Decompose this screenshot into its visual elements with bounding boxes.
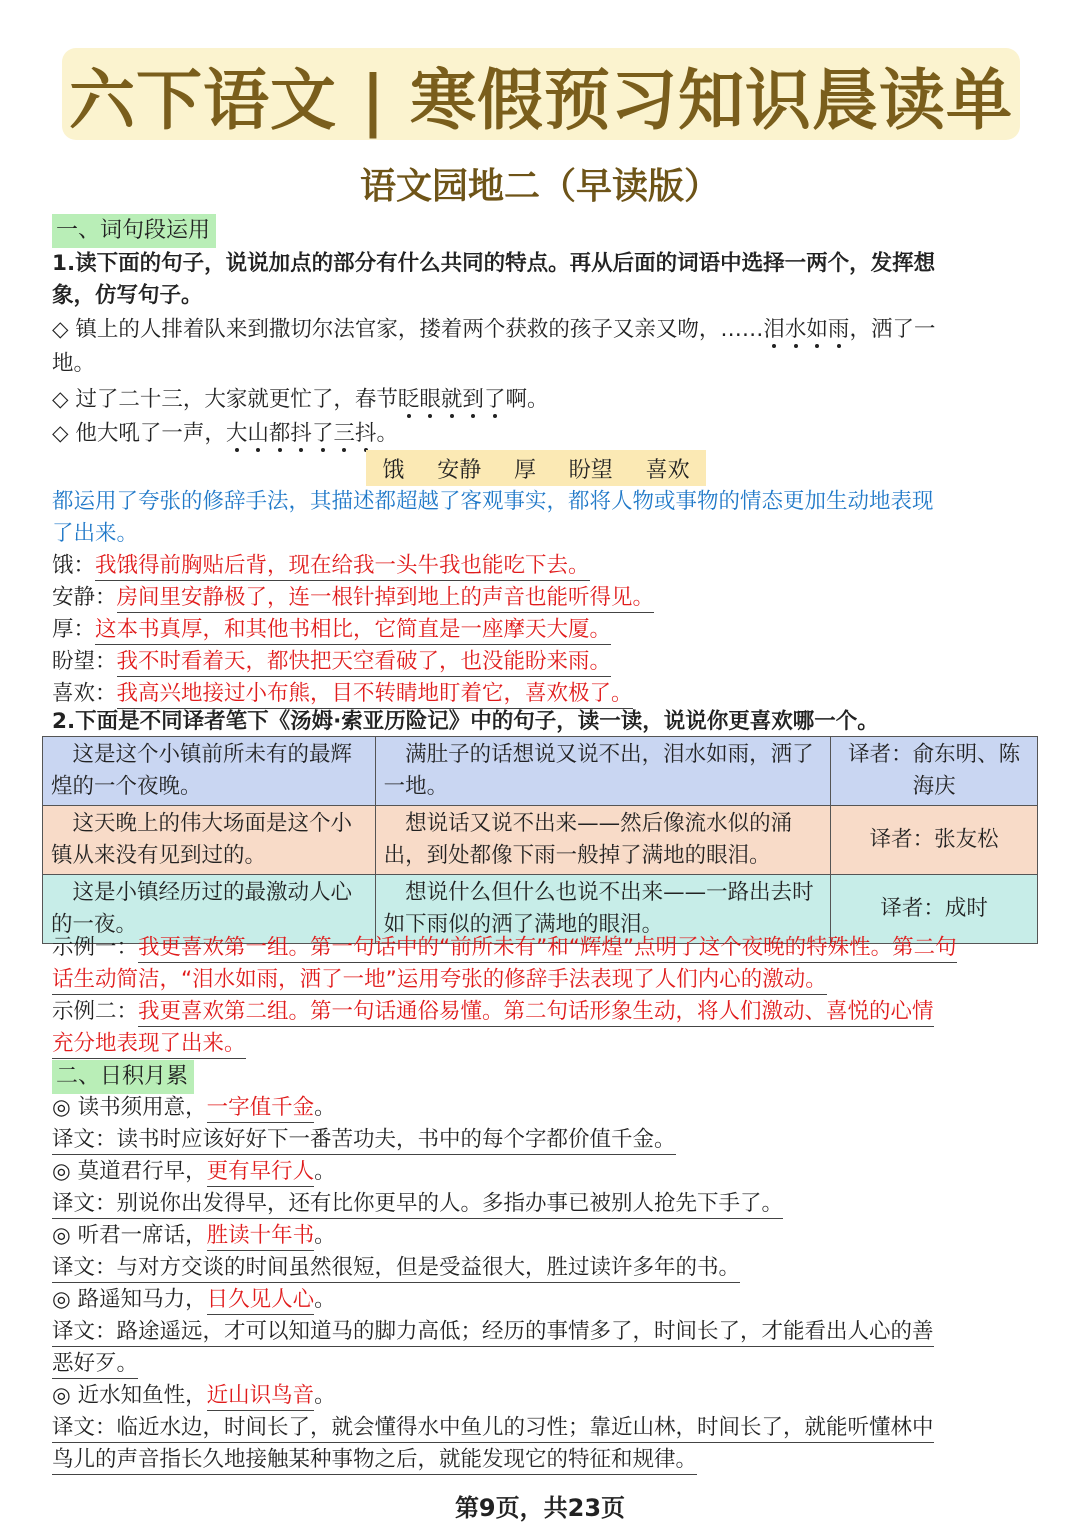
- emphasis-char: 到: [462, 387, 484, 412]
- dotted-phrase-2: [398, 387, 506, 412]
- answer-line-1: 都运用了夸张的修辞手法，其描述都超越了客观事实，都将人物或事物的情态更加生动地表现: [52, 489, 934, 514]
- sample-answer-1-continued: 话生动简洁，“泪水如雨，洒了一地”运用夸张的修辞手法表现了人们内心的激动。: [52, 964, 827, 996]
- proverb-translation: 译文：读书时应该好好下一番苦功夫，书中的每个字都价值千金。: [52, 1124, 676, 1156]
- emphasis-char: 三: [333, 421, 355, 446]
- proverb-translation: 译文：路途遥远，才可以知道马的脚力高低；经历的事情多了，时间长了，才能看出人心的善: [52, 1316, 934, 1348]
- translator-cell: 译者：成时: [831, 875, 1038, 944]
- answer-line-2: 了出来。: [52, 521, 139, 546]
- proverb-answer: 更有早行人: [207, 1159, 315, 1187]
- emphasis-char: 抖: [290, 421, 312, 446]
- word-choice: 喜欢: [645, 457, 690, 483]
- sample-answer-2: 示例二：我更喜欢第二组。第一句话通俗易懂。第二句话形象生动，将人们激动、喜悦的心情: [52, 996, 934, 1028]
- example-label: 盼望：: [52, 649, 117, 674]
- word-choices: [366, 450, 706, 486]
- proverb-answer: 胜读十年书: [207, 1223, 315, 1251]
- sentence-3: ◇ 他大吼了一声，大山都抖了三抖。: [52, 421, 398, 446]
- table-cell: 这天晚上的伟大场面是这个小镇从来没有见到过的。: [43, 806, 376, 875]
- emphasis-char: 山: [247, 421, 269, 446]
- emphasis-char: 了: [483, 387, 506, 412]
- table-row: [43, 806, 1038, 875]
- proverb-translation: 译文：临近水边，时间长了，就会懂得水中鱼儿的习性；靠近山林，时间长了，就能听懂林中: [52, 1412, 934, 1444]
- sentence-1: ◇ 镇上的人排着队来到撒切尔法官家，搂着两个获救的孩子又亲又吻，……泪水如雨，洒了一: [52, 317, 936, 342]
- example-text: 这本书真厚，和其他书相比，它简直是一座摩天大厦。: [95, 617, 611, 645]
- example-text: 我高兴地接过小布熊，目不转睛地盯着它，喜欢极了。: [117, 681, 633, 709]
- proverb-line: ◎ 读书须用意，一字值千金。: [52, 1092, 336, 1124]
- table-cell: 想说什么但什么也说不出来——一路出去时如下雨似的洒了满地的眼泪。: [375, 875, 831, 944]
- word-choice: 盼望: [568, 457, 613, 483]
- example-text: 房间里安静极了，连一根针掉到地上的声音也能听得见。: [117, 585, 655, 613]
- emphasis-char: 眼: [419, 387, 441, 412]
- proverb-answer: 近山识鸟音: [207, 1383, 315, 1411]
- word-choice: 安静: [437, 457, 482, 483]
- example-label: 安静：: [52, 585, 117, 610]
- example-sentence: [52, 614, 611, 646]
- page-subtitle: 语文园地二（早读版）: [359, 166, 720, 207]
- proverb-answer: 日久见人心: [207, 1287, 315, 1315]
- word-choice: 饿: [382, 457, 405, 483]
- table-cell: 这是小镇经历过的最激动人心的一夜。: [43, 875, 376, 944]
- table-cell: 满肚子的话想说又说不出，泪水如雨，洒了一地。: [375, 737, 831, 806]
- emphasis-char: 就: [440, 387, 463, 412]
- question-1-line-2: 象，仿写句子。: [52, 283, 203, 308]
- sample-answer-2-continued: 充分地表现了出来。: [52, 1028, 246, 1060]
- emphasis-char: 大: [225, 421, 248, 446]
- word-choice: 厚: [513, 457, 536, 483]
- example-text: 我不时看着天，都快把天空看破了，也没能盼来雨。: [117, 649, 612, 677]
- proverb-line: ◎ 近水知鱼性，近山识鸟音。: [52, 1380, 336, 1412]
- example-sentence: [52, 550, 590, 582]
- emphasis-char: 都: [268, 421, 291, 446]
- example-label: 饿：: [52, 553, 96, 578]
- emphasis-char: 如: [806, 317, 828, 342]
- sample-answer-1: 示例一：我更喜欢第一组。第一句话中的“前所未有”和“辉煌”点明了这个夜晚的特殊性。第二句: [52, 932, 957, 964]
- question-2: 2.下面是不同译者笔下《汤姆·索亚历险记》中的句子，读一读，说说你更喜欢哪一个。: [52, 709, 879, 734]
- page-number: 第9页，共23页: [454, 1494, 626, 1522]
- sentence-1-continued: 地。: [52, 351, 96, 376]
- example-sentence: [52, 582, 654, 614]
- emphasis-char: 眨: [397, 387, 420, 412]
- proverb-answer: 一字值千金: [207, 1095, 315, 1123]
- emphasis-char: 抖: [354, 421, 377, 446]
- section-heading-1: 一、词句段运用: [52, 214, 216, 248]
- page-title: 六下语文 | 寒假预习知识晨读单: [69, 60, 1013, 139]
- proverb-line: ◎ 路遥知马力，日久见人心。: [52, 1284, 336, 1316]
- example-label: 厚：: [52, 617, 96, 642]
- proverb-translation-continued: 鸟儿的声音指长久地接触某种事物之后，就能发现它的特征和规律。: [52, 1444, 697, 1476]
- table-cell: 想说话又说不出来——然后像流水似的涌出，到处都像下雨一般掉了满地的眼泪。: [375, 806, 831, 875]
- emphasis-char: 雨: [827, 317, 850, 342]
- translations-table: [42, 736, 1038, 944]
- table-row: [43, 737, 1038, 806]
- example-label: 喜欢：: [52, 681, 117, 706]
- translator-cell: 译者：张友松: [831, 806, 1038, 875]
- sentence-2: ◇ 过了二十三，大家就更忙了，春节眨眼就到了啊。: [52, 387, 549, 412]
- emphasis-char: 泪: [763, 317, 785, 342]
- proverb-translation-continued: 恶好歹。: [52, 1348, 138, 1380]
- section-heading-2: 二、日积月累: [52, 1060, 194, 1094]
- example-text: 我饿得前胸贴后背，现在给我一头牛我也能吃下去。: [95, 553, 590, 581]
- proverb-line: ◎ 莫道君行早，更有早行人。: [52, 1156, 336, 1188]
- proverb-translation: 译文：别说你出发得早，还有比你更早的人。多指办事已被别人抢先下手了。: [52, 1188, 783, 1220]
- emphasis-char: 了: [311, 421, 334, 446]
- translator-cell: 译者：俞东明、陈海庆: [831, 737, 1038, 806]
- title-banner: [62, 48, 1020, 140]
- proverb-translation: 译文：与对方交谈的时间虽然很短，但是受益很大，胜过读许多年的书。: [52, 1252, 740, 1284]
- question-1-line-1: 1.读下面的句子，说说加点的部分有什么共同的特点。再从后面的词语中选择一两个，发挥想: [52, 251, 936, 276]
- example-sentence: [52, 646, 611, 678]
- emphasis-char: 水: [784, 317, 807, 342]
- dotted-phrase-3: [226, 421, 377, 446]
- proverb-line: ◎ 听君一席话，胜读十年书。: [52, 1220, 336, 1252]
- table-cell: 这是这个小镇前所未有的最辉煌的一个夜晚。: [43, 737, 376, 806]
- dotted-phrase-1: [763, 317, 849, 342]
